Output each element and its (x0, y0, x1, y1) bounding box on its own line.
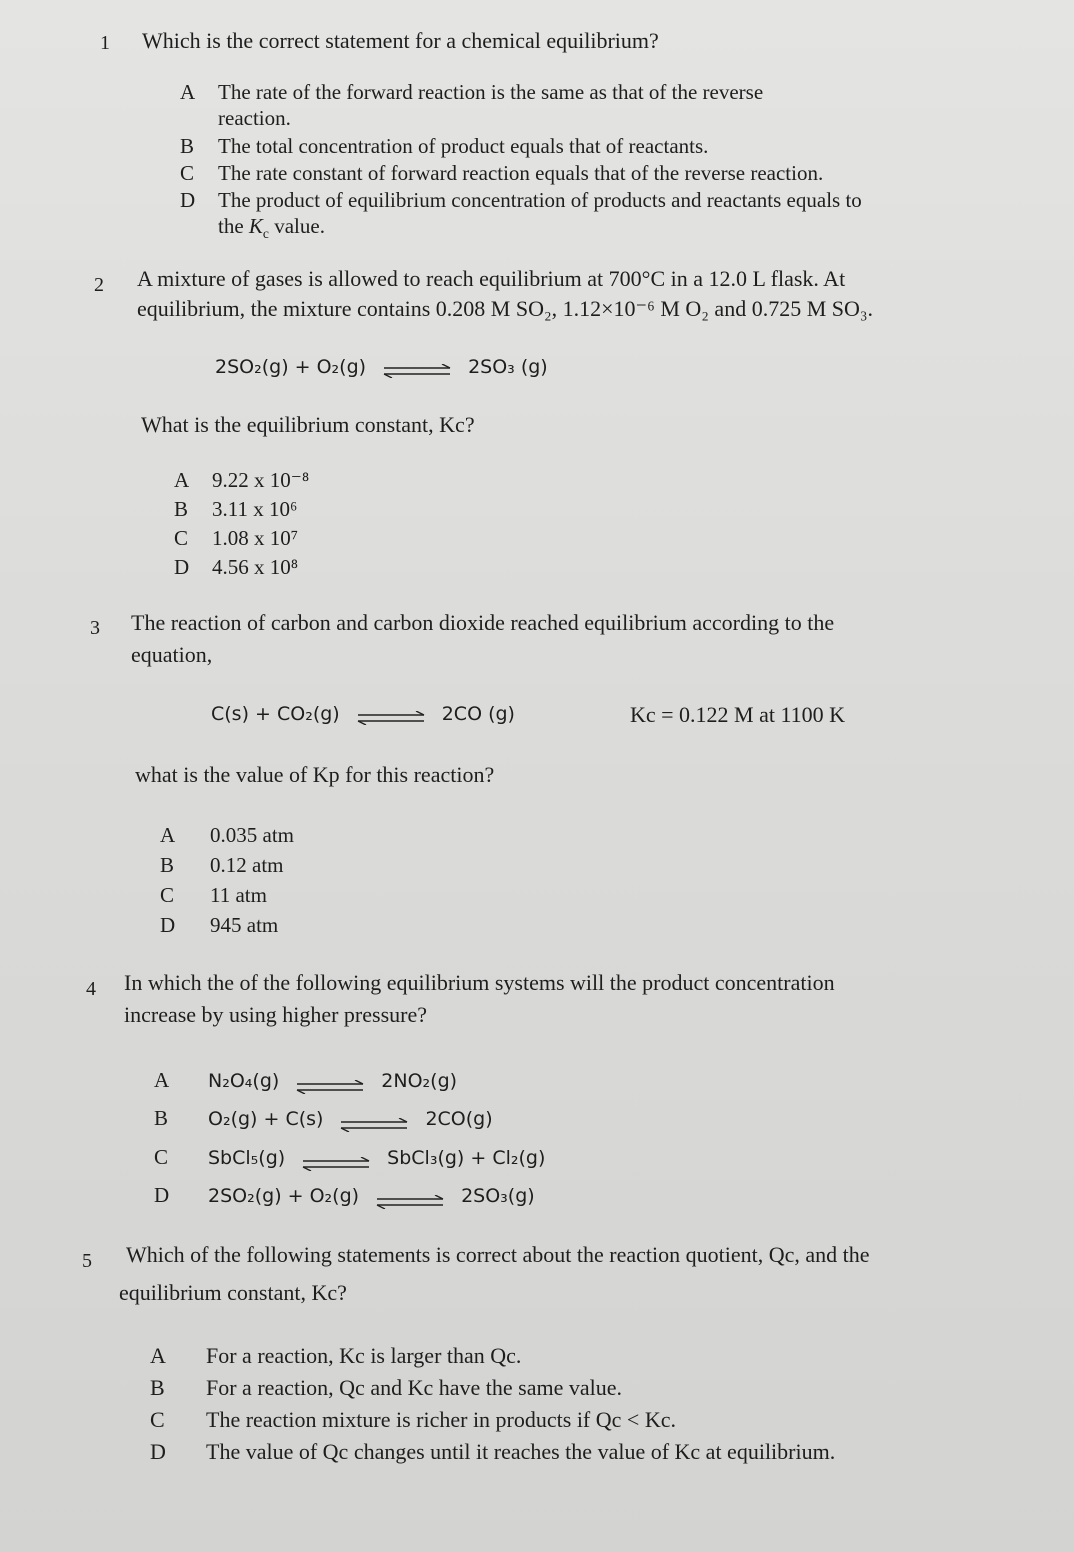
q1-number: 1 (100, 32, 110, 54)
equilibrium-arrow-icon (375, 1190, 445, 1204)
equilibrium-arrow-icon (356, 708, 426, 722)
q2-question: What is the equilibrium constant, Kc? (141, 412, 475, 437)
q5-option-c: C The reaction mixture is richer in products if Qc < Kc. (150, 1407, 676, 1432)
q1-option-c: C The rate constant of forward reaction equals that of the reverse reaction. (180, 161, 824, 185)
q4-option-a: A N₂O₄(g) 2NO₂(g) (154, 1068, 457, 1093)
equilibrium-arrow-icon (301, 1152, 371, 1166)
q3-equation: C(s) + CO₂(g) 2CO (g) (211, 703, 515, 725)
q5-option-d: D The value of Qc changes until it reaches the value of Kc at equilibrium. (150, 1439, 836, 1464)
q3-stem-line2: equation, (131, 642, 213, 667)
q2-stem-line1: A mixture of gases is allowed to reach equilibrium at 700°C in a 12.0 L flask. At (137, 266, 846, 291)
q5-number: 5 (82, 1250, 92, 1272)
q3-number: 3 (90, 617, 100, 639)
equilibrium-arrow-icon (295, 1075, 365, 1089)
q1-option-d-cont: the $K_c$ value. (218, 214, 325, 242)
q3-question: what is the value of Kp for this reaction? (135, 762, 495, 787)
q1-option-b: B The total concentration of product equals that of reactants. (180, 134, 709, 158)
equilibrium-arrow-icon (339, 1113, 409, 1127)
q2-equation: 2SO₂(g) + O₂(g) 2SO₃ (g) (215, 356, 548, 378)
q2-option-a: A 9.22 x 10⁻⁸ (174, 468, 310, 492)
q4-option-c: C SbCl₅(g) SbCl₃(g) + Cl₂(g) (154, 1145, 545, 1170)
q5-stem-line2: equilibrium constant, Kc? (119, 1280, 347, 1305)
q4-option-b: B O₂(g) + C(s) 2CO(g) (154, 1106, 493, 1131)
q5-option-a: A For a reaction, Kc is larger than Qc. (150, 1343, 522, 1368)
q5-option-b: B For a reaction, Qc and Kc have the same value. (150, 1375, 622, 1400)
q3-stem-line1: The reaction of carbon and carbon dioxide reached equilibrium according to the (131, 610, 835, 635)
q2-stem-line2: equilibrium, the mixture contains 0.208 M SO₂, 1.12×10⁻⁶ M O₂ and 0.725 M SO₃. (137, 296, 874, 321)
q2-option-d: D 4.56 x 10⁸ (174, 555, 299, 579)
q1-option-a: A The rate of the forward reaction is the same as that of the reverse (180, 80, 764, 104)
q4-option-d: D 2SO₂(g) + O₂(g) 2SO₃(g) (154, 1183, 535, 1208)
q2-option-c: C 1.08 x 10⁷ (174, 526, 299, 550)
q1-option-a-cont: reaction. (218, 106, 291, 130)
q3-option-d: D 945 atm (160, 913, 279, 937)
q1-stem: Which is the correct statement for a chemical equilibrium? (142, 28, 659, 53)
q4-number: 4 (86, 978, 96, 1000)
q2-option-b: B 3.11 x 10⁶ (174, 497, 298, 521)
q4-stem-line2: increase by using higher pressure? (124, 1002, 428, 1027)
q4-stem-line1: In which the of the following equilibrium systems will the product concentration (124, 970, 835, 995)
q3-option-a: A 0.035 atm (160, 823, 294, 847)
q3-option-b: B 0.12 atm (160, 853, 284, 877)
equilibrium-arrow-icon (382, 361, 452, 375)
q3-kc-value: Kc = 0.122 M at 1100 K (630, 702, 846, 727)
q3-option-c: C 11 atm (160, 883, 267, 907)
q2-number: 2 (94, 274, 104, 296)
q1-option-d: D The product of equilibrium concentration of products and reactants equals to (180, 188, 862, 212)
q5-stem-line1: Which of the following statements is correct about the reaction quotient, Qc, and the (126, 1242, 870, 1267)
